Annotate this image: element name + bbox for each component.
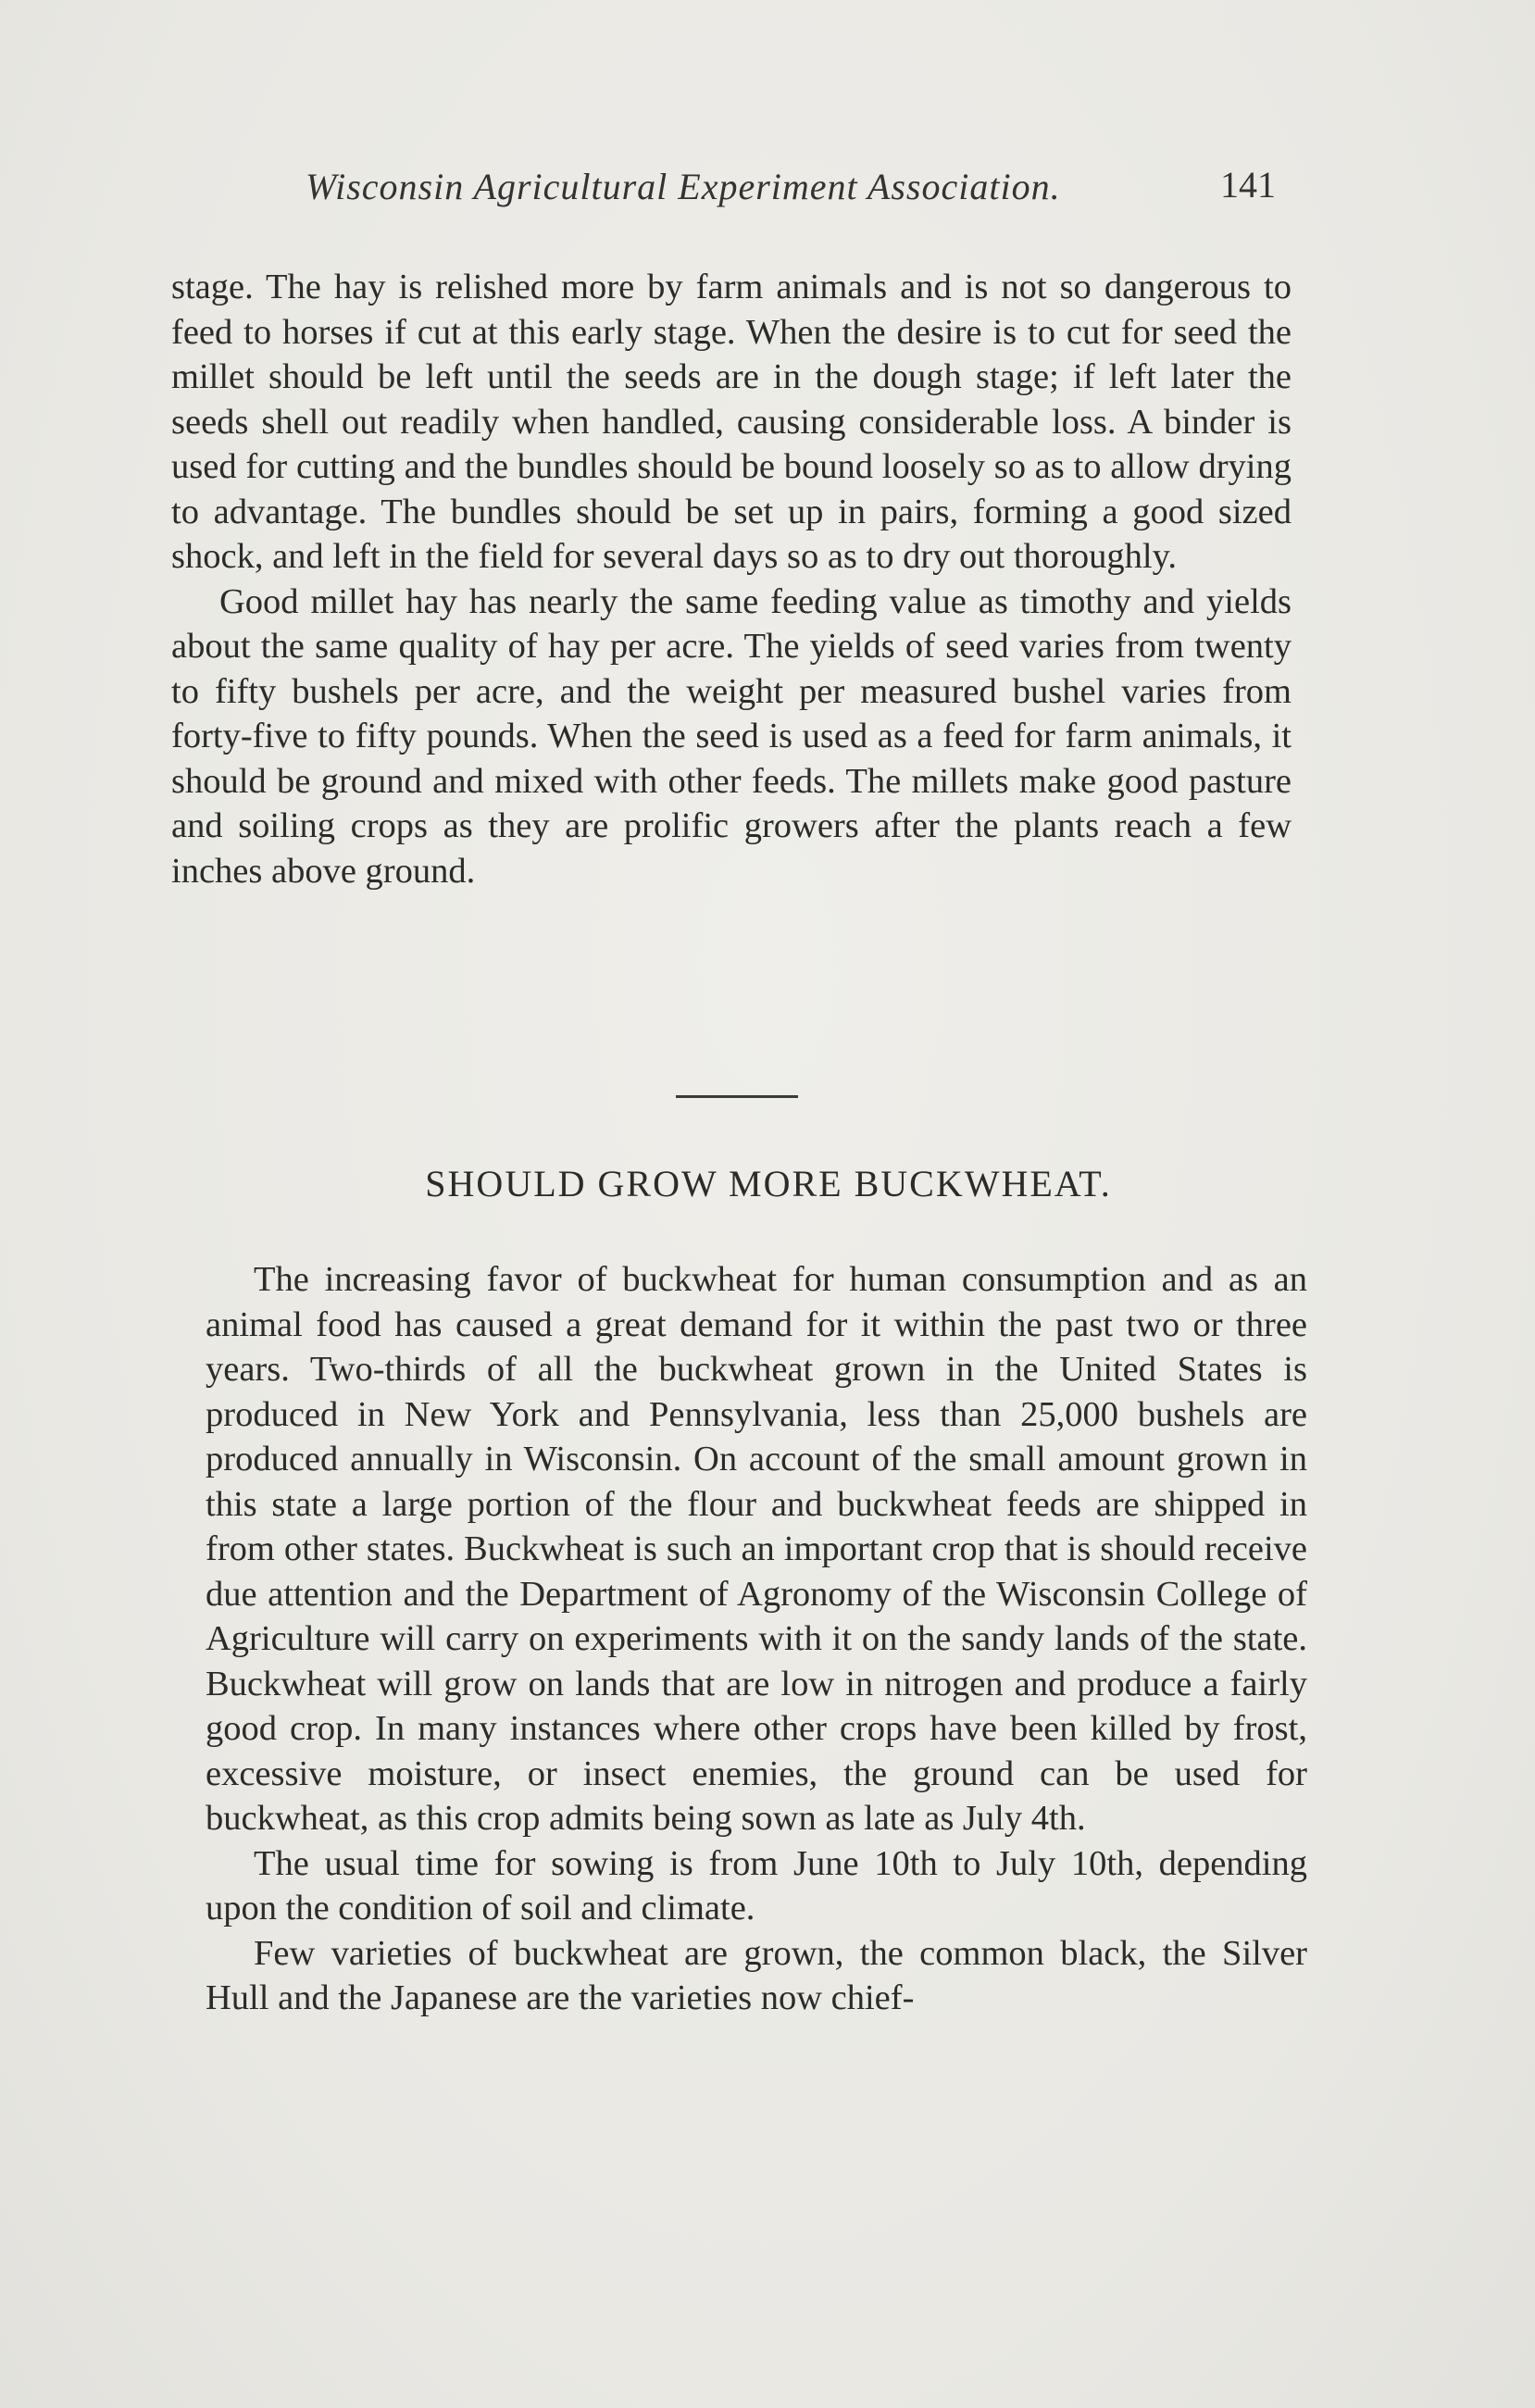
paragraph: stage. The hay is relished more by farm animals and is not so dangerous to feed to horses if cut at this early stage. When the desire is to cut for seed the millet should be left until the seeds are in the dough stage; if left later the seeds shell out readily when handled, causing considerable loss. A binder is used for cutting and the bundles should be bound loosely so as to allow drying to advantage. The bundles should be set up in pairs, forming a good sized shock, and left in the field for several days so as to dry out thoroughly. <box>171 268 1292 576</box>
section-divider <box>676 1095 798 1098</box>
running-head-title: Wisconsin Agricultural Experiment Association. <box>306 166 1061 207</box>
section-heading: SHOULD GROW MORE BUCKWHEAT. <box>425 1163 1112 1204</box>
section-buckwheat-text <box>206 1257 1307 2021</box>
page-number: 141 <box>1220 164 1276 206</box>
section-millet-text <box>171 265 1292 893</box>
paragraph: The increasing favor of buckwheat for human consumption and as an animal food has caused a great demand for it within the past two or three years. Two-thirds of all the buckwheat grown in the United States is produced in New York and Pennsylvania, less than 25,000 bushels are produced annually in Wisconsin. On account of the small amount grown in this state a large portion of the flour and buckwheat feeds are shipped in from other states. Buckwheat is such an important crop that is should receive due attention and the Department of Agronomy of the Wisconsin College of Agriculture will carry on experiments with it on the sandy lands of the state. Buckwheat will grow on lands that are low in nitrogen and produce a fairly good crop. In many instances where other crops have been killed by frost, excessive moisture, or insect enemies, the ground can be used for buckwheat, as this crop admits being sown as late as July 4th. <box>206 1260 1307 1838</box>
paragraph: Few varieties of buckwheat are grown, the common black, the Silver Hull and the Japanese are the varieties now chief- <box>206 1933 1307 2017</box>
paragraph: The usual time for sowing is from June 10th to July 10th, depending upon the condition of soil and climate. <box>206 1843 1307 1928</box>
paragraph: Good millet hay has nearly the same feeding value as timothy and yields about the same quality of hay per acre. The yields of seed varies from twenty to fifty bushels per acre, and the weight per measured bushel varies from forty-five to fifty pounds. When the seed is used as a feed for farm animals, it should be ground and mixed with other feeds. The millets make good pasture and soiling crops as they are prolific growers after the plants reach a few inches above ground. <box>171 581 1292 891</box>
